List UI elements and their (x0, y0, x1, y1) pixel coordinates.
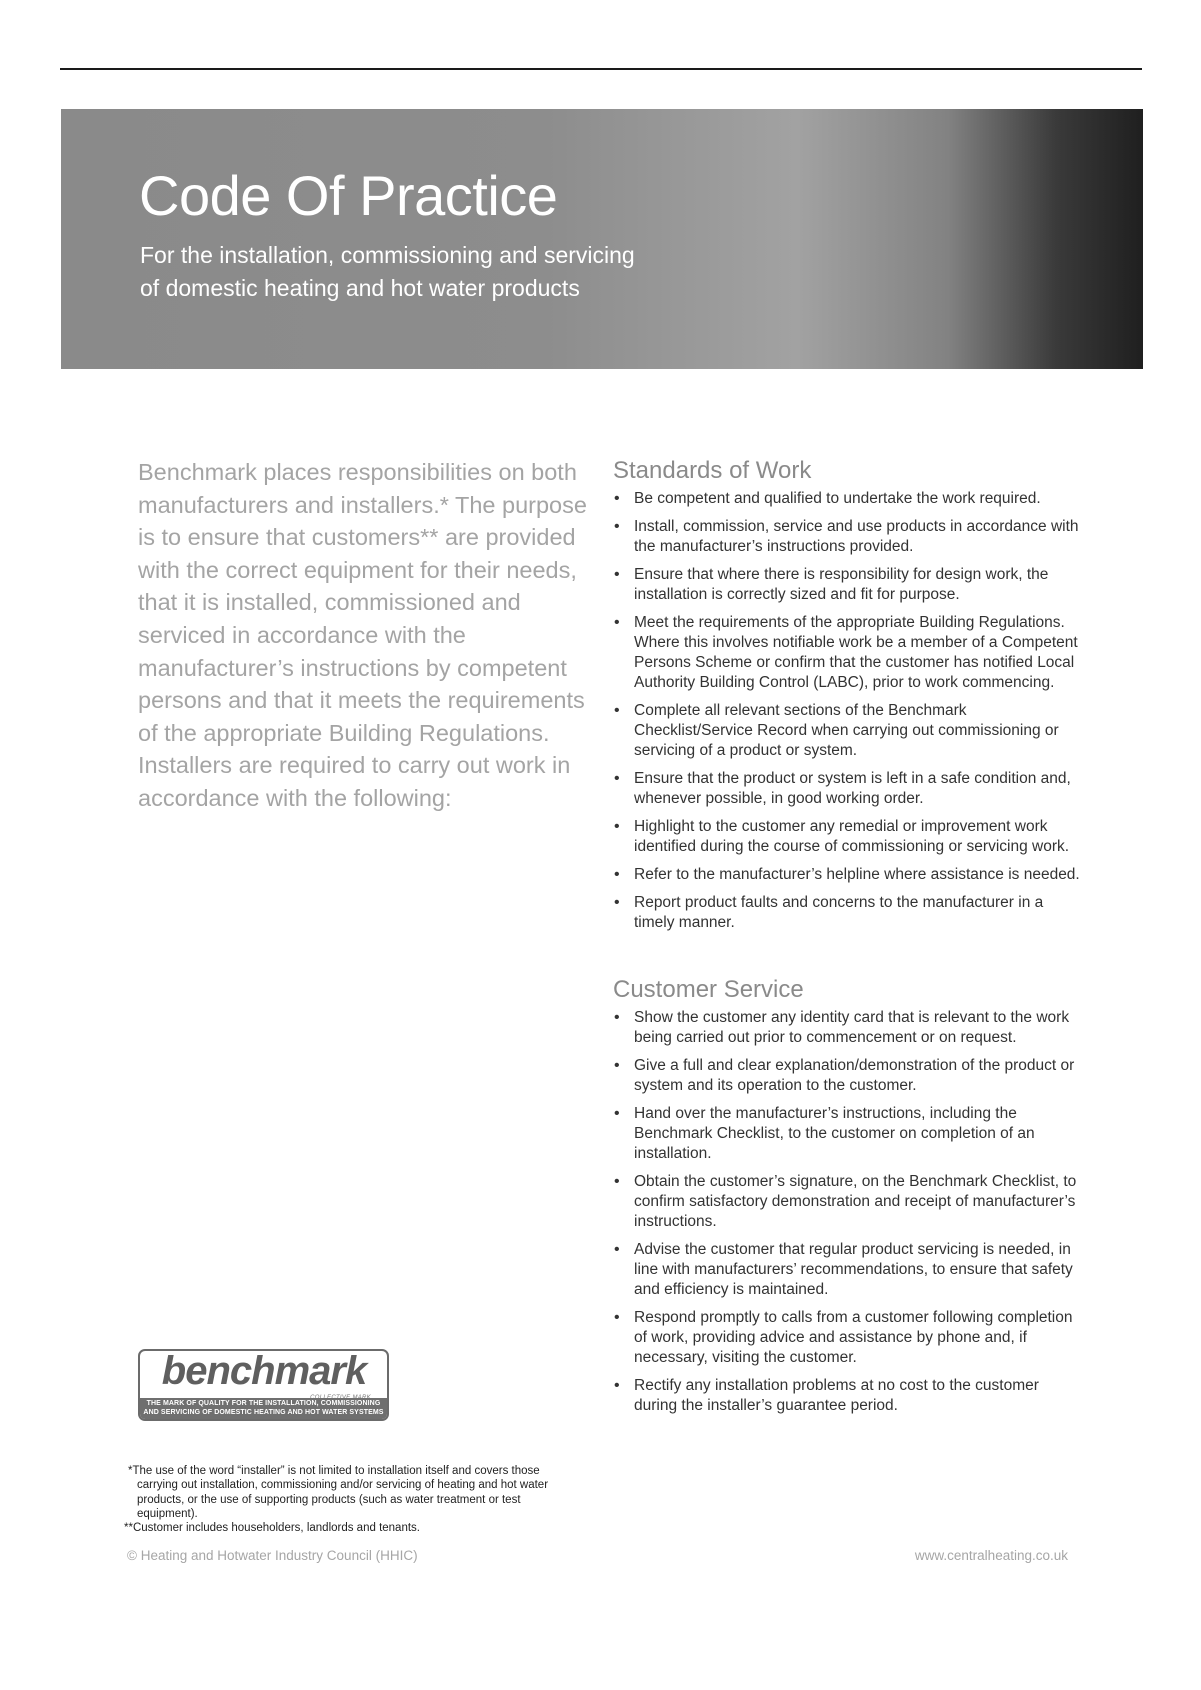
customer-service-heading: Customer Service (613, 976, 804, 1003)
standards-heading: Standards of Work (613, 457, 812, 484)
footnote-customer: **Customer includes householders, landlords and tenants. (124, 1522, 420, 1535)
list-item: • Give a full and clear explanation/demonstration of the product or system and its operation to the customer. (613, 1056, 1083, 1096)
intro-paragraph: Benchmark places responsibilities on both manufacturers and installers.* The purpose is to ensure that customers** are provided with the correct equipment for their needs, that it is installed, commissioned and serviced in accordance with the manufacturer’s instructions by competent persons and that it meets the requirements of the appropriate Building Regulations. Installers are required to carry out work in accordance with the following: (138, 459, 587, 811)
benchmark-logo (138, 1349, 389, 1421)
top-rule (60, 68, 1142, 70)
logo-wordmark: benchmark (161, 1349, 367, 1393)
list-item: • Highlight to the customer any remedial or improvement work identified during the course of commissioning or servicing work. (613, 817, 1083, 857)
page-subtitle (140, 239, 760, 305)
list-item: • Complete all relevant sections of the Benchmark Checklist/Service Record when carrying out commissioning or servicing of a product or system. (613, 701, 1083, 761)
list-item: • Be competent and qualified to undertake the work required. (613, 489, 1083, 509)
footnotes (124, 1464, 568, 1535)
list-item: • Obtain the customer’s signature, on the Benchmark Checklist, to confirm satisfactory demonstration and receipt of manufacturer’s instructions. (613, 1172, 1083, 1232)
list-item: • Ensure that the product or system is left in a safe condition and, whenever possible, in good working order. (613, 769, 1083, 809)
logo-tagline-line-1: THE MARK OF QUALITY FOR THE INSTALLATION, COMMISSIONING (146, 1400, 381, 1407)
page-title: Code Of Practice (139, 164, 558, 227)
standards-list (613, 489, 1083, 933)
footer-copyright: © Heating and Hotwater Industry Council (HHIC) (127, 1548, 418, 1563)
right-column (613, 456, 1083, 1424)
list-item: • Show the customer any identity card that is relevant to the work being carried out prior to commencement or on request. (613, 1008, 1083, 1048)
subtitle-line-1: For the installation, commissioning and servicing (140, 242, 635, 268)
list-item: • Ensure that where there is responsibility for design work, the installation is correctly sized and fit for purpose. (613, 565, 1083, 605)
footnote-installer: *The use of the word “installer” is not limited to installation itself and covers those carrying out installation, commissioning and/or servicing of heating and hot water products, or the use of supporting products (such as water treatment or test equipment). (128, 1465, 549, 1520)
list-item: • Meet the requirements of the appropriate Building Regulations. Where this involves notifiable work be a member of a Competent Persons Scheme or confirm that the customer has notified Local Authority Building Control (LABC), prior to work commencing. (613, 613, 1083, 693)
list-item: • Report product faults and concerns to the manufacturer in a timely manner. (613, 893, 1083, 933)
header-banner (61, 109, 1143, 369)
list-item: • Respond promptly to calls from a customer following completion of work, providing advice and assistance by phone and, if necessary, visiting the customer. (613, 1308, 1083, 1368)
footer-website: www.centralheating.co.uk (914, 1548, 1068, 1563)
logo-tagline-line-2: AND SERVICING OF DOMESTIC HEATING AND HOT WATER SYSTEMS (143, 1409, 384, 1416)
list-item: • Refer to the manufacturer’s helpline where assistance is needed. (613, 865, 1083, 885)
section-gap (613, 941, 1083, 975)
list-item: • Advise the customer that regular product servicing is needed, in line with manufacturers’ recommendations, to ensure that safety and efficiency is maintained. (613, 1240, 1083, 1300)
list-item: • Hand over the manufacturer’s instructions, including the Benchmark Checklist, to the customer on completion of an installation. (613, 1104, 1083, 1164)
subtitle-line-2: of domestic heating and hot water products (140, 275, 580, 301)
customer-service-list (613, 1008, 1083, 1416)
list-item: • Install, commission, service and use products in accordance with the manufacturer’s instructions provided. (613, 517, 1083, 557)
list-item: • Rectify any installation problems at no cost to the customer during the installer’s guarantee period. (613, 1376, 1083, 1416)
logo-tagline (140, 1398, 387, 1419)
